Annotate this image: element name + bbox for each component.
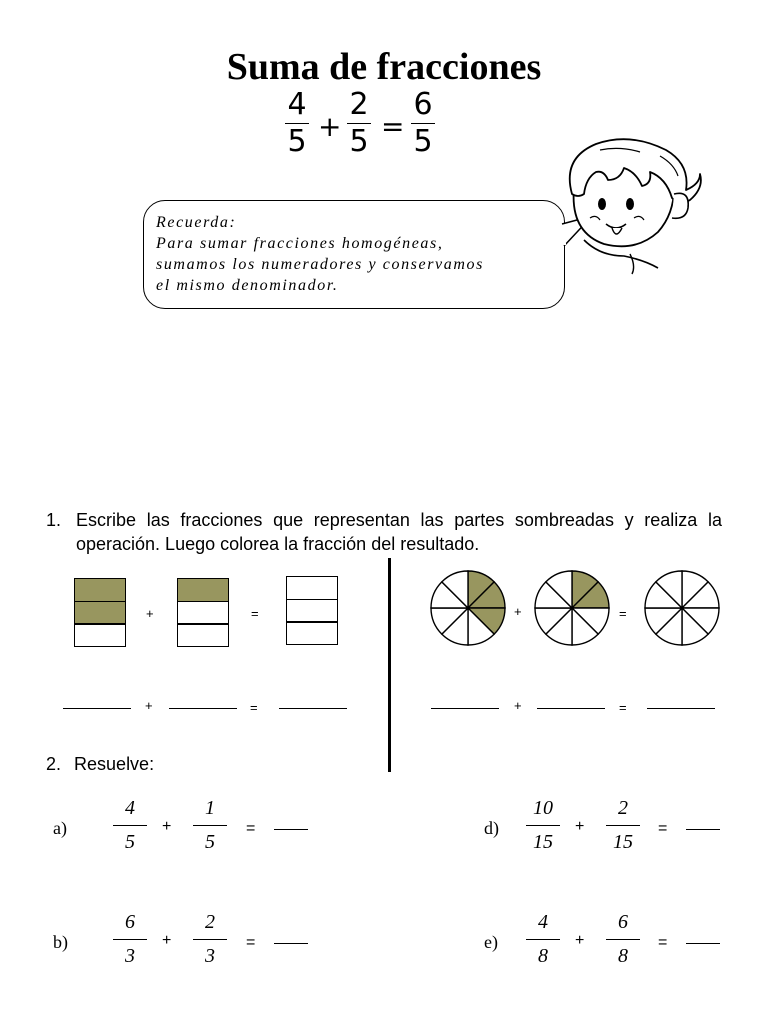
equals-sign: =: [251, 606, 259, 621]
unshaded-part[interactable]: [74, 623, 126, 647]
header-fraction-a: [277, 87, 317, 159]
bubble-line-1: Para sumar fracciones homogéneas,: [156, 235, 444, 252]
plus-sign: +: [145, 698, 153, 713]
denominator: 5: [413, 124, 433, 159]
equals-sign: =: [619, 606, 627, 621]
equals-sign: =: [381, 110, 405, 143]
plus-sign: +: [514, 698, 522, 713]
rectangle-model-2: [177, 578, 229, 647]
fraction: [520, 798, 566, 852]
fraction: [107, 798, 153, 852]
numerator: 1: [205, 797, 215, 819]
plus-sign: +: [146, 606, 154, 621]
unshaded-part[interactable]: [177, 601, 229, 625]
fraction: [187, 798, 233, 852]
bubble-line-2: sumamos los numeradores y conservamos: [156, 256, 484, 273]
plus-sign: +: [575, 818, 585, 835]
numerator: 6: [618, 911, 628, 933]
equals-sign: =: [619, 700, 627, 715]
answer-line[interactable]: [431, 708, 499, 709]
numerator: 2: [349, 87, 369, 122]
denominator: 15: [613, 831, 633, 853]
unshaded-part[interactable]: [177, 623, 229, 647]
fraction: [600, 798, 646, 852]
plus-sign: +: [162, 932, 172, 949]
denominator: 15: [533, 831, 553, 853]
numerator: 6: [413, 87, 433, 122]
exercise-1-text: Escribe las fracciones que representan las partes sombreadas y realiza la operación. Luego colorea la fracción del resultado.: [76, 510, 722, 554]
child-eye-left: [598, 198, 606, 210]
section-divider: [388, 558, 391, 772]
answer-line[interactable]: [686, 829, 720, 830]
header-fraction-result: [403, 87, 443, 159]
equals-sign: =: [658, 820, 668, 837]
fraction-bar: [113, 825, 147, 826]
equals-sign: =: [250, 700, 258, 715]
bubble-tail-cover: [558, 225, 566, 245]
plus-sign: +: [514, 604, 522, 619]
fraction: [187, 912, 233, 966]
unshaded-part[interactable]: [286, 599, 338, 623]
child-face: [574, 188, 674, 246]
unshaded-part[interactable]: [286, 576, 338, 600]
exercise-label: e): [484, 932, 498, 952]
numerator: 4: [287, 87, 307, 122]
denominator: 5: [287, 124, 307, 159]
equals-sign: =: [246, 820, 256, 837]
denominator: 5: [125, 831, 135, 853]
rectangle-model-1: [74, 578, 126, 647]
numerator: 6: [125, 911, 135, 933]
answer-line[interactable]: [647, 708, 715, 709]
fraction-bar: [193, 825, 227, 826]
circle-model-2: [532, 568, 612, 648]
exercise-1-number: 1.: [46, 510, 62, 530]
answer-line[interactable]: [274, 943, 308, 944]
rectangle-model-result: [286, 576, 338, 645]
numerator: 2: [618, 797, 628, 819]
answer-line[interactable]: [63, 708, 131, 709]
bubble-text: [156, 212, 556, 296]
fraction-bar: [606, 825, 640, 826]
child-ear: [672, 193, 688, 218]
numerator: 2: [205, 911, 215, 933]
equals-sign: =: [246, 934, 256, 951]
bubble-line-3: el mismo denominador.: [156, 277, 339, 294]
unshaded-part[interactable]: [286, 621, 338, 645]
denominator: 3: [125, 945, 135, 967]
fraction-bar: [113, 939, 147, 940]
numerator: 4: [125, 797, 135, 819]
exercise-label: d): [484, 818, 499, 838]
fraction-bar: [526, 825, 560, 826]
denominator: 5: [205, 831, 215, 853]
header-fraction-b: [339, 87, 379, 159]
fraction-bar: [526, 939, 560, 940]
circle-model-1: [428, 568, 508, 648]
plus-sign: +: [318, 110, 342, 143]
denominator: 5: [349, 124, 369, 159]
answer-line[interactable]: [279, 708, 347, 709]
equals-sign: =: [658, 934, 668, 951]
shaded-part[interactable]: [74, 601, 126, 625]
exercise-2-number: 2.: [46, 754, 62, 774]
answer-line[interactable]: [686, 943, 720, 944]
fraction-bar: [606, 939, 640, 940]
denominator: 8: [538, 945, 548, 967]
numerator: 10: [533, 797, 553, 819]
bubble-heading: Recuerda:: [156, 214, 237, 231]
numerator: 4: [538, 911, 548, 933]
fraction-bar: [193, 939, 227, 940]
fraction: [520, 912, 566, 966]
answer-line[interactable]: [537, 708, 605, 709]
exercise-2-instructions: [46, 752, 154, 776]
answer-line[interactable]: [169, 708, 237, 709]
shaded-part[interactable]: [74, 578, 126, 602]
exercise-2-text: Resuelve:: [74, 754, 155, 774]
circle-model-result: [642, 568, 722, 648]
exercise-label: a): [53, 818, 67, 838]
plus-sign: +: [575, 932, 585, 949]
child-eye-right: [626, 198, 634, 210]
fraction: [107, 912, 153, 966]
plus-sign: +: [162, 818, 172, 835]
exercise-1-instructions: [46, 508, 722, 556]
denominator: 8: [618, 945, 628, 967]
answer-line[interactable]: [274, 829, 308, 830]
child-illustration: [540, 128, 720, 298]
shaded-part[interactable]: [177, 578, 229, 602]
page-title: Suma de fracciones: [226, 46, 542, 88]
exercise-label: b): [53, 932, 68, 952]
fraction: [600, 912, 646, 966]
denominator: 3: [205, 945, 215, 967]
